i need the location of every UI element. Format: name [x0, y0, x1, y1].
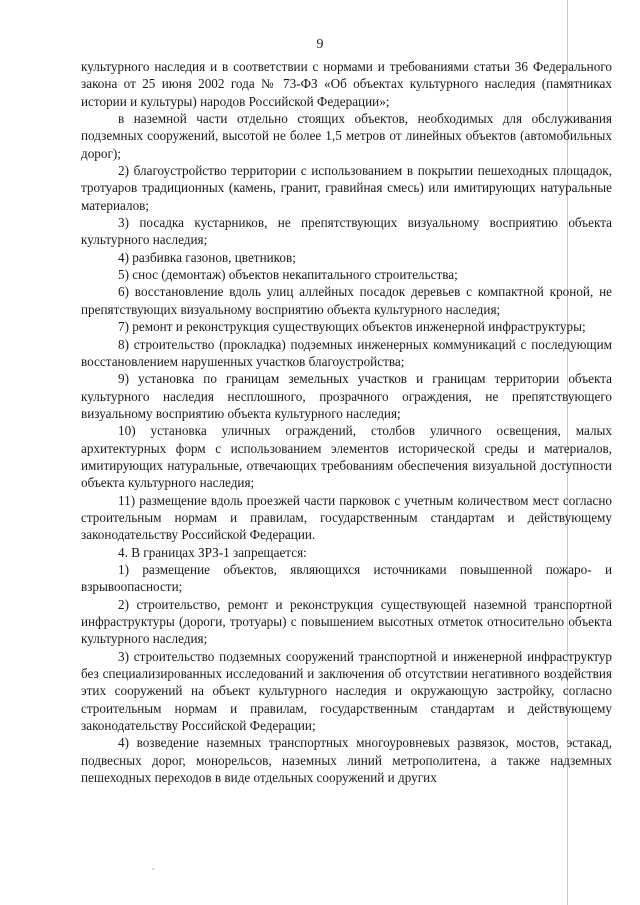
list-item-4: 4) разбивка газонов, цветников;	[118, 249, 296, 265]
list-item-7: 7) ремонт и реконструкция существующих объектов инженерной инфраструктуры;	[118, 319, 586, 335]
paragraph-above-ground-part: в наземной части отдельно стоящих объектов, необходимых для обслуживания подземных сооружений, высотой не более 1,5 метров от линейных объектов (автомобильных дорог);	[81, 111, 612, 161]
prohibition-item-4: 4) возведение наземных транспортных многоуровневых развязок, мостов, эстакад, подвесных дорог, монорельсов, наземных линий метрополитена, а также надземных пешеходных переходов в виде отдельных сооружений и других	[81, 735, 612, 786]
list-item-10: 10) установка уличных ограждений, столбов уличного освещения, малых архитектурных форм с использованием элементов исторической среды и материалов, имитирующих натуральные, отвечающих требованиям обеспечения визуальной доступности объекта культурного наследия;	[81, 423, 612, 491]
list-item-11: 11) размещение вдоль проезжей части парковок с учетным количеством мест согласно строительным нормам и правилам, государственным стандартам и действующему законодательству Российской Федерации.	[81, 492, 612, 543]
paragraph-continuation: культурного наследия и в соответствии с нормами и требованиями статьи 36 Федерального закона от 25 июня 2002 года № 73-ФЗ «Об объектах культурного наследия (памятниках истории и культуры) народов Российской Федерации»;	[81, 59, 612, 109]
page-number: 9	[316, 37, 324, 52]
prohibition-item-3: 3) строительство подземных сооружений транспортной и инженерной инфраструктур без специализированных исследований и заключения об отсутствии негативного воздействия этих сооружений на объект культурного наследия и окружающую застройку, согласно строительным нормам и правилам, государственным стандартам и действующему законодательству Российской Федерации;	[81, 648, 612, 734]
section-heading-4: 4. В границах ЗРЗ-1 запрещается:	[118, 544, 307, 560]
list-item-3: 3) посадка кустарников, не препятствующих визуальному восприятию объекта культурного наследия;	[81, 215, 612, 248]
list-item-6: 6) восстановление вдоль улиц аллейных посадок деревьев с компактной кроной, не препятствующих визуальному восприятию объекта культурного наследия;	[81, 284, 612, 317]
list-item-8: 8) строительство (прокладка) подземных инженерных коммуникаций с последующим восстановлением нарушенных участков благоустройства;	[81, 336, 612, 369]
scan-speck	[152, 868, 154, 870]
list-item-2: 2) благоустройство территории с использованием в покрытии пешеходных площадок, тротуаров традиционных (камень, гранит, гравийная смесь) или имитирующих натуральные материалов;	[81, 163, 612, 213]
document-body	[81, 58, 612, 786]
prohibition-item-2: 2) строительство, ремонт и реконструкция существующей наземной транспортной инфраструктуры (дороги, тротуары) с повышением высотных отметок относительно объекта культурного наследия;	[81, 596, 612, 647]
prohibition-item-1: 1) размещение объектов, являющихся источниками повышенной пожаро- и взрывоопасности;	[81, 561, 612, 595]
list-item-9: 9) установка по границам земельных участков и границам территории объекта культурного наследия несплошного, прозрачного ограждения, не препятствующего визуальному восприятию объекта культурного наследия;	[81, 371, 612, 421]
list-item-5: 5) снос (демонтаж) объектов некапитального строительства;	[118, 267, 458, 283]
